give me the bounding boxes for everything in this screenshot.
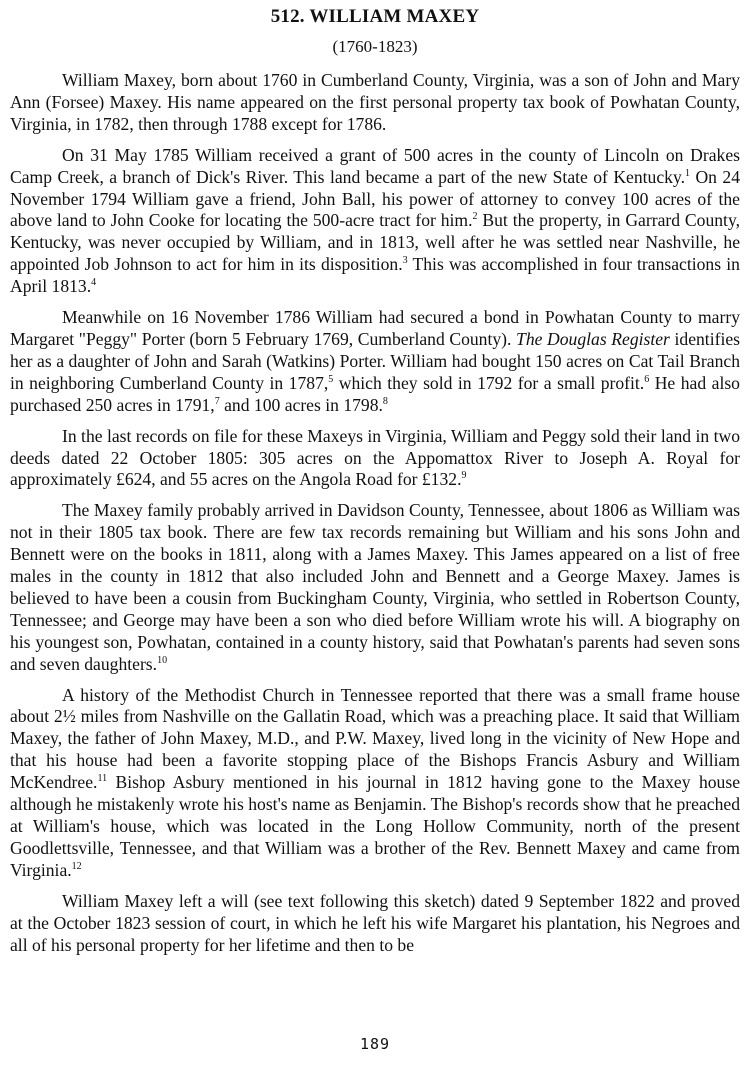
footnote-marker: 7 bbox=[214, 395, 220, 407]
paragraph bbox=[10, 426, 740, 492]
page-title: 512. WILLIAM MAXEY bbox=[270, 6, 480, 27]
footnote-marker: 10 bbox=[157, 654, 168, 666]
paragraph-text: which they sold in 1792 for a small profit. bbox=[333, 372, 645, 393]
footnote-marker: 4 bbox=[91, 277, 97, 289]
paragraph-text: Bishop Asbury mentioned in his journal in 1812 having gone to the Maxey house although he mistakenly wrote his host's name as Benjamin. The Bishop's records show that he preached at William's house, which was located in the Long Hollow Community, north of the present Goodlettsville, Tennessee, and that William was a brother of the Rev. Bennett Maxey and came from Virginia. bbox=[10, 772, 740, 880]
italic-title: The Douglas Register bbox=[516, 328, 670, 349]
paragraph-text: The Maxey family probably arrived in Davidson County, Tennessee, about 1806 as William was not in their 1805 tax book. There are few tax records remaining but William and his sons John and Bennett were on the books in 1811, along with a James Maxey. This James appeared on a list of free males in the county in 1812 that also included John and Bennett and a George Maxey. James is believed to have been a cousin from Buckingham County, Virginia, who settled in Robertson County, Tennessee; and George may have been a son who died before William wrote his will. A biography on his youngest son, Powhatan, contained in a county history, said that Powhatan's parents had seven sons and seven daughters. bbox=[10, 500, 740, 674]
paragraph-text: He had also purchased 250 acres in 1791, bbox=[10, 372, 740, 415]
paragraph-text: A history of the Methodist Church in Tennessee reported that there was a small frame house about 2½ miles from Nashville on the Gallatin Road, which was a preaching place. It said that William Maxey, the father of John Maxey, M.D., and P.W. Maxey, lived long in the vicinity of New Hope and that his house had been a favorite stopping place of the Bishops Francis Asbury and William McKendree. bbox=[10, 684, 740, 793]
paragraph-text: On 31 May 1785 William received a grant of 500 acres in the county of Lincoln on Drakes Camp Creek, a branch of Dick's River. This land became a part of the new State of Kentucky. bbox=[10, 144, 740, 187]
paragraph-text: On 24 November 1794 William gave a friend, John Ball, his power of attorney to convey 100 acres of the above land to John Cooke for locating the 500-acre tract for him. bbox=[10, 166, 740, 231]
footnote-marker: 3 bbox=[402, 255, 408, 267]
paragraph bbox=[10, 307, 740, 417]
paragraph-text: But the property, in Garrard County, Kentucky, was never occupied by William, and in 1813, well after he was settled near Nashville, he appointed Job Johnson to act for him in its disposition. bbox=[10, 210, 740, 275]
footnote-marker: 5 bbox=[328, 373, 334, 385]
footnote-marker: 6 bbox=[644, 373, 650, 385]
footnote-marker: 11 bbox=[97, 773, 108, 785]
paragraph-text: William Maxey, born about 1760 in Cumberland County, Virginia, was a son of John and Mary Ann (Forsee) Maxey. His name appeared on the first personal property tax book of Powhatan County, Virginia, in 1782, then through 1788 except for 1786. bbox=[10, 70, 740, 134]
page-number: 189 bbox=[359, 1035, 391, 1053]
paragraph-text: Meanwhile on 16 November 1786 William had secured a bond in Powhatan County to marry Margaret "Peggy" Porter (born 5 February 1769, Cumberland County). bbox=[10, 307, 740, 349]
paragraph bbox=[10, 891, 740, 957]
paragraph-text: and 100 acres in 1798. bbox=[219, 394, 383, 415]
paragraph-text: This was accomplished in four transactions in April 1813. bbox=[10, 254, 740, 297]
footnote-marker: 2 bbox=[472, 211, 478, 223]
life-dates: (1760-1823) bbox=[332, 37, 418, 56]
paragraph bbox=[10, 70, 740, 136]
paragraph-text: William Maxey left a will (see text following this sketch) dated 9 September 1822 and proved at the October 1823 session of court, in which he left his wife Margaret his plantation, his Negroes and all of his personal property for her lifetime and then to be bbox=[10, 890, 740, 955]
footnote-marker: 1 bbox=[685, 167, 691, 179]
footnote-marker: 8 bbox=[382, 395, 388, 407]
paragraph bbox=[10, 500, 740, 675]
paragraph bbox=[10, 685, 740, 882]
footnote-marker: 12 bbox=[71, 860, 82, 872]
body-text bbox=[10, 70, 740, 956]
paragraph-text: identifies her as a daughter of John and Sarah (Watkins) Porter. William had bought 150 acres on Cat Tail Branch in neighboring Cumberland County in 1787, bbox=[10, 328, 740, 393]
paragraph bbox=[10, 145, 740, 298]
paragraph-text: In the last records on file for these Maxeys in Virginia, William and Peggy sold their land in two deeds dated 22 October 1805: 305 acres on the Appomattox River to Joseph A. Royal for approximately £624, and 55 acres on the Angola Road for £132. bbox=[10, 425, 740, 490]
footnote-marker: 9 bbox=[461, 470, 467, 482]
